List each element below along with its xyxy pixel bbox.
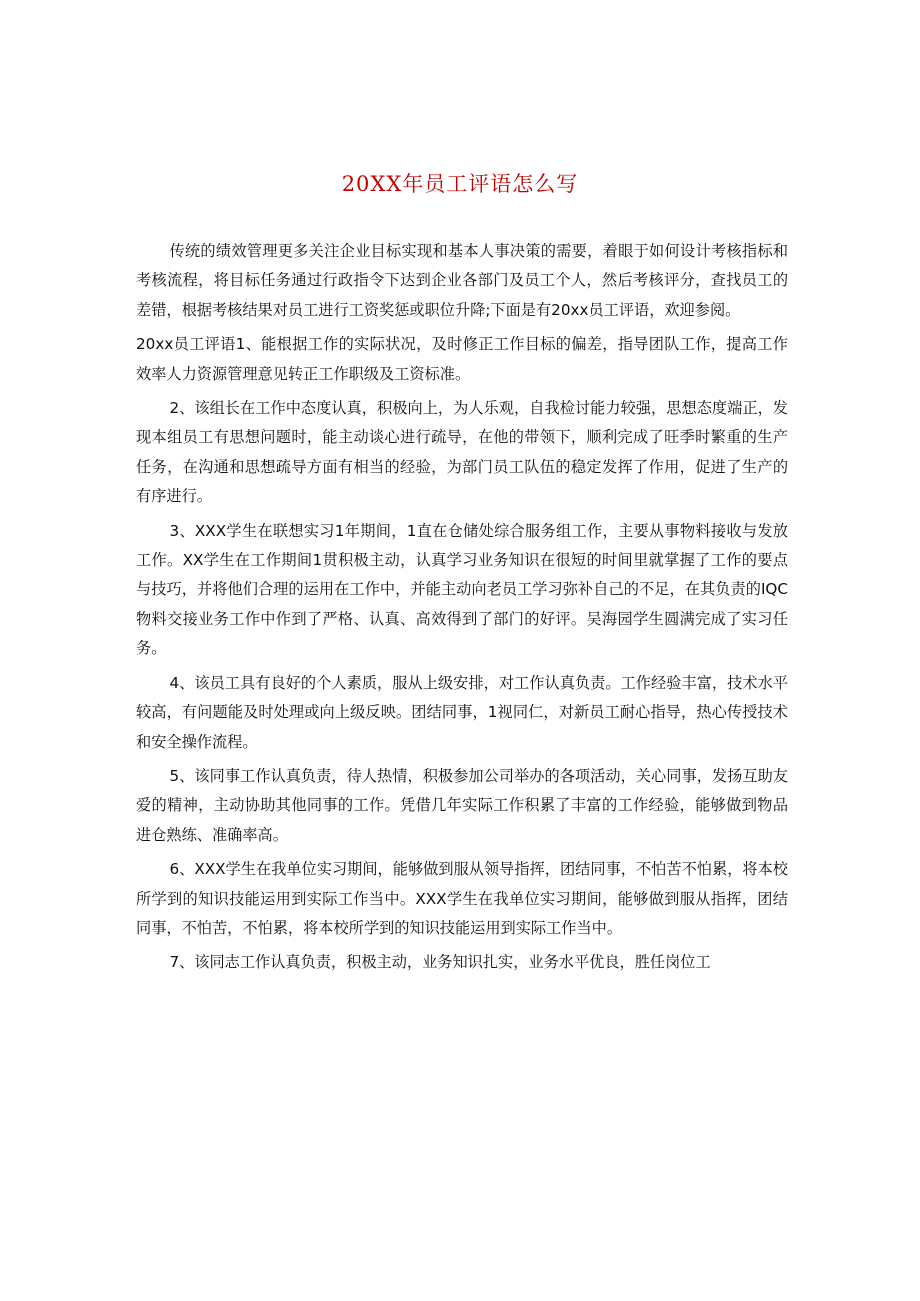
document-body: [136, 237, 788, 983]
paragraph-item-2: 2、该组长在工作中态度认真，积极向上，为人乐观，自我检讨能力较强，思想态度端正，发现本组员工有思想问题时，能主动谈心进行疏导，在他的带领下，顺利完成了旺季时繁重的生产任务，在沟通和思想疏导方面有相当的经验，为部门员工队伍的稳定发挥了作用，促进了生产的有序进行。: [136, 399, 788, 506]
paragraph-item-6: 6、XXX学生在我单位实习期间，能够做到服从领导指挥，团结同事，不怕苦不怕累，将本校所学到的知识技能运用到实际工作当中。XXX学生在我单位实习期间，能够做到服从指挥，团结同事，不怕苦，不怕累，将本校所学到的知识技能运用到实际工作当中。: [136, 860, 788, 937]
paragraph-item-3: 3、XXX学生在联想实习1年期间，1直在仓储处综合服务组工作，主要从事物料接收与发放工作。XX学生在工作期间1贯积极主动，认真学习业务知识在很短的时间里就掌握了工作的要点与技巧，并将他们合理的运用在工作中，并能主动向老员工学习弥补自己的不足，在其负责的IQC物料交接业务工作中作到了严格、认真、高效得到了部门的好评。吴海园学生圆满完成了实习任务。: [136, 521, 788, 658]
document-title: 20XX年员工评语怎么写: [341, 172, 579, 196]
paragraph-item-1: 20xx员工评语1、能根据工作的实际状况，及时修正工作目标的偏差，指导团队工作，提高工作效率人力资源管理意见转正工作职级及工资标准。: [136, 335, 788, 383]
paragraph-item-4: 4、该员工具有良好的个人素质，服从上级安排，对工作认真负责。工作经验丰富，技术水平较高，有问题能及时处理或向上级反映。团结同事，1视同仁，对新员工耐心指导，热心传授技术和安全操作流程。: [136, 673, 788, 751]
paragraph-intro: 传统的绩效管理更多关注企业目标实现和基本人事决策的需要，着眼于如何设计考核指标和考核流程，将目标任务通过行政指令下达到企业各部门及员工个人，然后考核评分，查找员工的差错，根据考核结果对员工进行工资奖惩或职位升降;下面是有20xx员工评语，欢迎参阅。: [136, 242, 788, 319]
paragraph-item-5: 5、该同事工作认真负责，待人热情，积极参加公司举办的各项活动，关心同事，发扬互助友爱的精神，主动协助其他同事的工作。凭借几年实际工作积累了丰富的工作经验，能够做到物品进仓熟练、准确率高。: [136, 766, 788, 844]
paragraph-item-7: 7、该同志工作认真负责，积极主动，业务知识扎实，业务水平优良，胜任岗位工: [169, 953, 711, 972]
